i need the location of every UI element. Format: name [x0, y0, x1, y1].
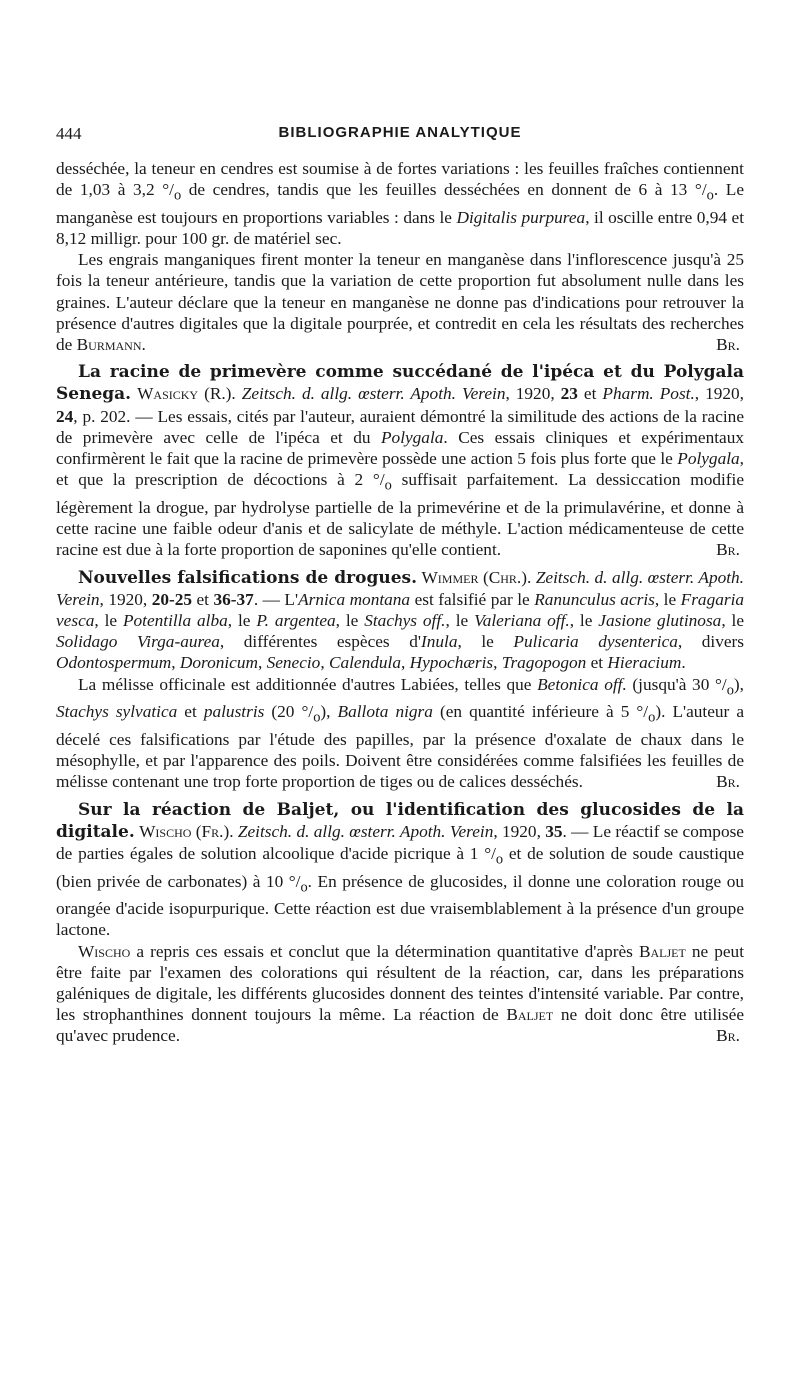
running-title: BIBLIOGRAPHIE ANALYTIQUE: [278, 124, 522, 141]
author-signature: Br.: [716, 540, 740, 560]
paragraph-text: Nouvelles falsifications de drogues. Wimmer (Chr.). Zeitsch. d. allg. œsterr. Apoth. Verein, 1920, 20-25 et 36-37. — L'Arnica montana est falsifié par le Ranunculus acris, le Fragaria vesca, le Potentilla alba, le P. argentea, le Stachys off., le Valeriana off., le Jasione glutinosa, le Solidago Virga-aurea, différentes espèces d'Inula, le Pulicaria dysenterica, divers Odontospermum, Doronicum, Senecio, Calendula, Hypochæris, Tragopogon et Hieracium.: [56, 567, 745, 673]
paragraph-melisse: [56, 674, 744, 793]
paragraph-continued: [56, 158, 744, 249]
paragraph-text: Sur la réaction de Baljet, ou l'identification des glucosides de la digitale. Wischo (Fr.). Zeitsch. d. allg. œsterr. Apoth. Verein, 1920, 35. — Le réactif se compose de parties égales de solution alcoolique d'acide picrique à 1 $^\circ/_o$ et de solution de soude caustique (bien privée de carbonates) à 10 $^\circ/_o$. En présence de glucosides, il donne une coloration rouge ou orangée d'acide isopurpurique. Cette réaction est due vraisemblablement à la présence d'un groupe lactone.: [56, 799, 744, 940]
article-body: [56, 158, 744, 1047]
paragraph-text: desséchée, la teneur en cendres est soumise à de fortes variations : les feuilles fraîches contiennent de 1,03 à 3,2 $^\circ/_o$ de cendres, tandis que les feuilles desséchées en donnent de 6 à 13 $^\circ/_o$. Le manganèse est toujours en proportions variables : dans le Digitalis purpurea, il oscille entre 0,94 et 8,12 milligr. pour 100 gr. de matériel sec.: [56, 159, 745, 249]
paragraph-text: Les engrais manganiques firent monter la teneur en manganèse dans l'inflorescence jusqu'à 25 fois la teneur antérieure, tandis que la variation de cette proportion fut absolument nulle dans les graines. L'auteur déclare que la teneur en manganèse ne donne pas d'indications pour retrouver la présence d'autres digitales que la digitale pourprée, et contredit en cela les résultats des recherches de Burmann.: [56, 250, 744, 355]
page-number: 444: [56, 124, 82, 143]
author-signature: Br.: [716, 335, 740, 355]
review-baljet: [56, 799, 744, 941]
paragraph-text: Wischo a repris ces essais et conclut que la détermination quantitative d'après Baljet ne peut être faite par l'examen des colorations qui résultent de la réaction, car, dans les préparations galéniques de digitale, les différents glucosides donnent des teintes d'intensité variable. Par contre, les strophanthines donnent toujours la même. La réaction de Baljet ne doit donc être utilisée qu'avec prudence.: [56, 941, 744, 1046]
paragraph-text: La racine de primevère comme succédané de l'ipéca et du Polygala Senega. Wasicky (R.). Zeitsch. d. allg. œsterr. Apoth. Verein, 1920, 23 et Pharm. Post., 1920, 24, p. 202. — Les essais, cités par l'auteur, auraient démontré la similitude des actions de la racine de primevère avec celle de l'ipéca et du Polygala. Ces essais cliniques et expérimentaux confirmèrent le fait que la racine de primevère possède une action 5 fois plus forte que le Polygala, et que la prescription de décoctions à 2 $^\circ/_o$ suffisait parfaitement. La dessiccation modifie légèrement la drogue, par hydrolyse partielle de la primevérine et de la primulavérine, et donne à cette racine une faible odeur d'anis et de salicylate de méthyle. L'action médicamenteuse de cette racine est due à la forte proportion de saponines qu'elle contient.: [56, 362, 745, 560]
paragraph-wischo: [56, 941, 744, 1047]
review-falsifications: [56, 567, 744, 674]
author-signature: Br.: [716, 772, 740, 792]
page-header: [56, 124, 744, 144]
paragraph-text: La mélisse officinale est additionnée d'autres Labiées, telles que Betonica off. (jusqu'à 30 $^\circ/_o$), Stachys sylvatica et palustris (20 $^\circ/_o$), Ballota nigra (en quantité inférieure à 5 $^\circ/_o$). L'auteur a décelé ces falsifications par l'étude des papilles, par la présence d'oxalate de chaux dans le mésophylle, et par l'apparence des poils. Doivent être considérées comme falsifiées les feuilles de mélisse contenant une trop forte proportion de tiges ou de calices desséchés.: [56, 674, 745, 792]
author-signature: Br.: [716, 1026, 740, 1046]
paragraph-manganese-fertilizer: [56, 249, 744, 355]
review-primevere: [56, 361, 744, 560]
